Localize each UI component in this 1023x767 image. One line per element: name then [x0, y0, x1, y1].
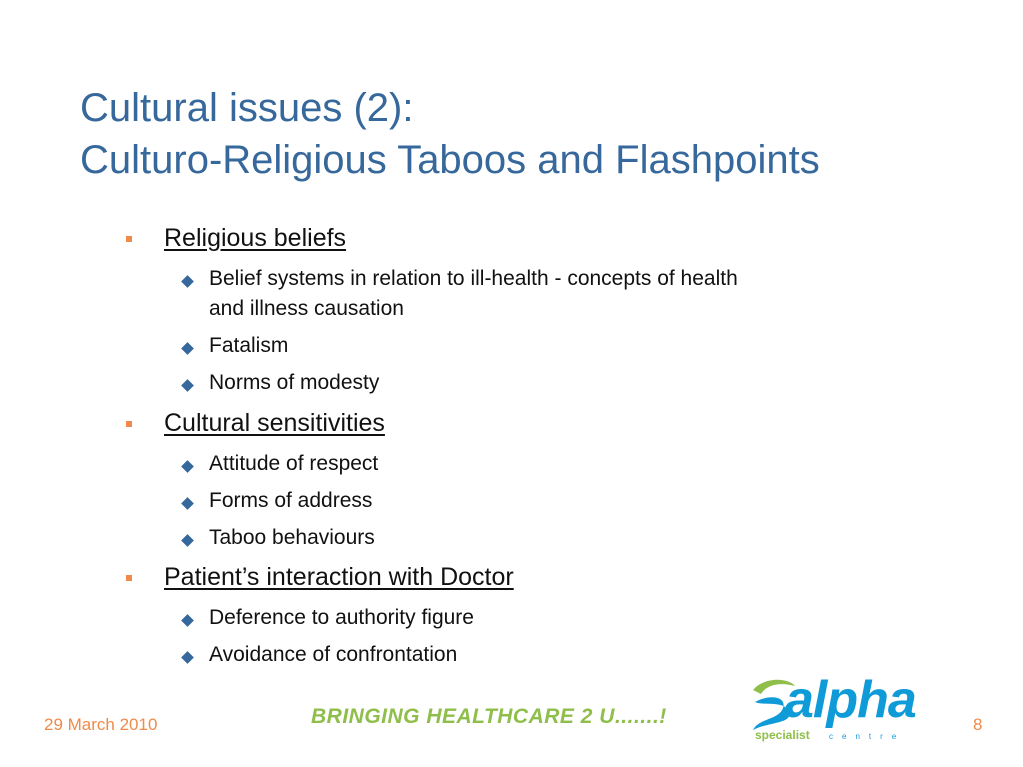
- bullet-level1: [126, 563, 514, 597]
- logo-word: alpha: [785, 671, 916, 729]
- diamond-bullet-icon: [181, 497, 194, 510]
- diamond-bullet-icon: [181, 614, 194, 627]
- square-bullet-icon: [126, 575, 132, 581]
- bullet-level1: [126, 224, 738, 258]
- footer-slogan: BRINGING HEALTHCARE 2 U.......!: [311, 705, 667, 728]
- list-item: Belief systems in relation to ill-health - concepts of health and illness causation: [183, 264, 738, 324]
- square-bullet-icon: [126, 236, 132, 242]
- list-item: Forms of address: [183, 486, 378, 516]
- page-number: 8: [973, 715, 983, 734]
- list-item: Attitude of respect: [183, 449, 378, 479]
- section-religious-beliefs: [126, 224, 738, 398]
- diamond-bullet-icon: [181, 379, 194, 392]
- list-item: Avoidance of confrontation: [183, 640, 474, 670]
- diamond-bullet-icon: [181, 275, 194, 288]
- section-heading[interactable]: Religious beliefs: [164, 224, 347, 252]
- title-line-1: Cultural issues (2):: [80, 86, 414, 130]
- square-bullet-icon: [126, 421, 132, 427]
- footer-date: 29 March 2010: [44, 715, 158, 734]
- section-heading[interactable]: Cultural sensitivities: [164, 409, 385, 437]
- logo-specialist: specialist: [755, 728, 810, 742]
- section-cultural-sensitivities: [126, 409, 385, 553]
- diamond-bullet-icon: [181, 534, 194, 547]
- title-line-2: Culturo-Religious Taboos and Flashpoints: [80, 138, 820, 182]
- section-patient-interaction: [126, 563, 514, 670]
- list-item: Taboo behaviours: [183, 523, 378, 553]
- list-item: Norms of modesty: [183, 368, 738, 398]
- alpha-logo: [745, 672, 925, 752]
- bullet-level1: [126, 409, 385, 443]
- slide-title: [80, 82, 980, 186]
- diamond-bullet-icon: [181, 651, 194, 664]
- list-item: Fatalism: [183, 331, 738, 361]
- section-heading[interactable]: Patient’s interaction with Doctor: [164, 563, 514, 591]
- diamond-bullet-icon: [181, 460, 194, 473]
- diamond-bullet-icon: [181, 342, 194, 355]
- logo-centre: centre: [829, 732, 906, 741]
- list-item: Deference to authority figure: [183, 603, 474, 633]
